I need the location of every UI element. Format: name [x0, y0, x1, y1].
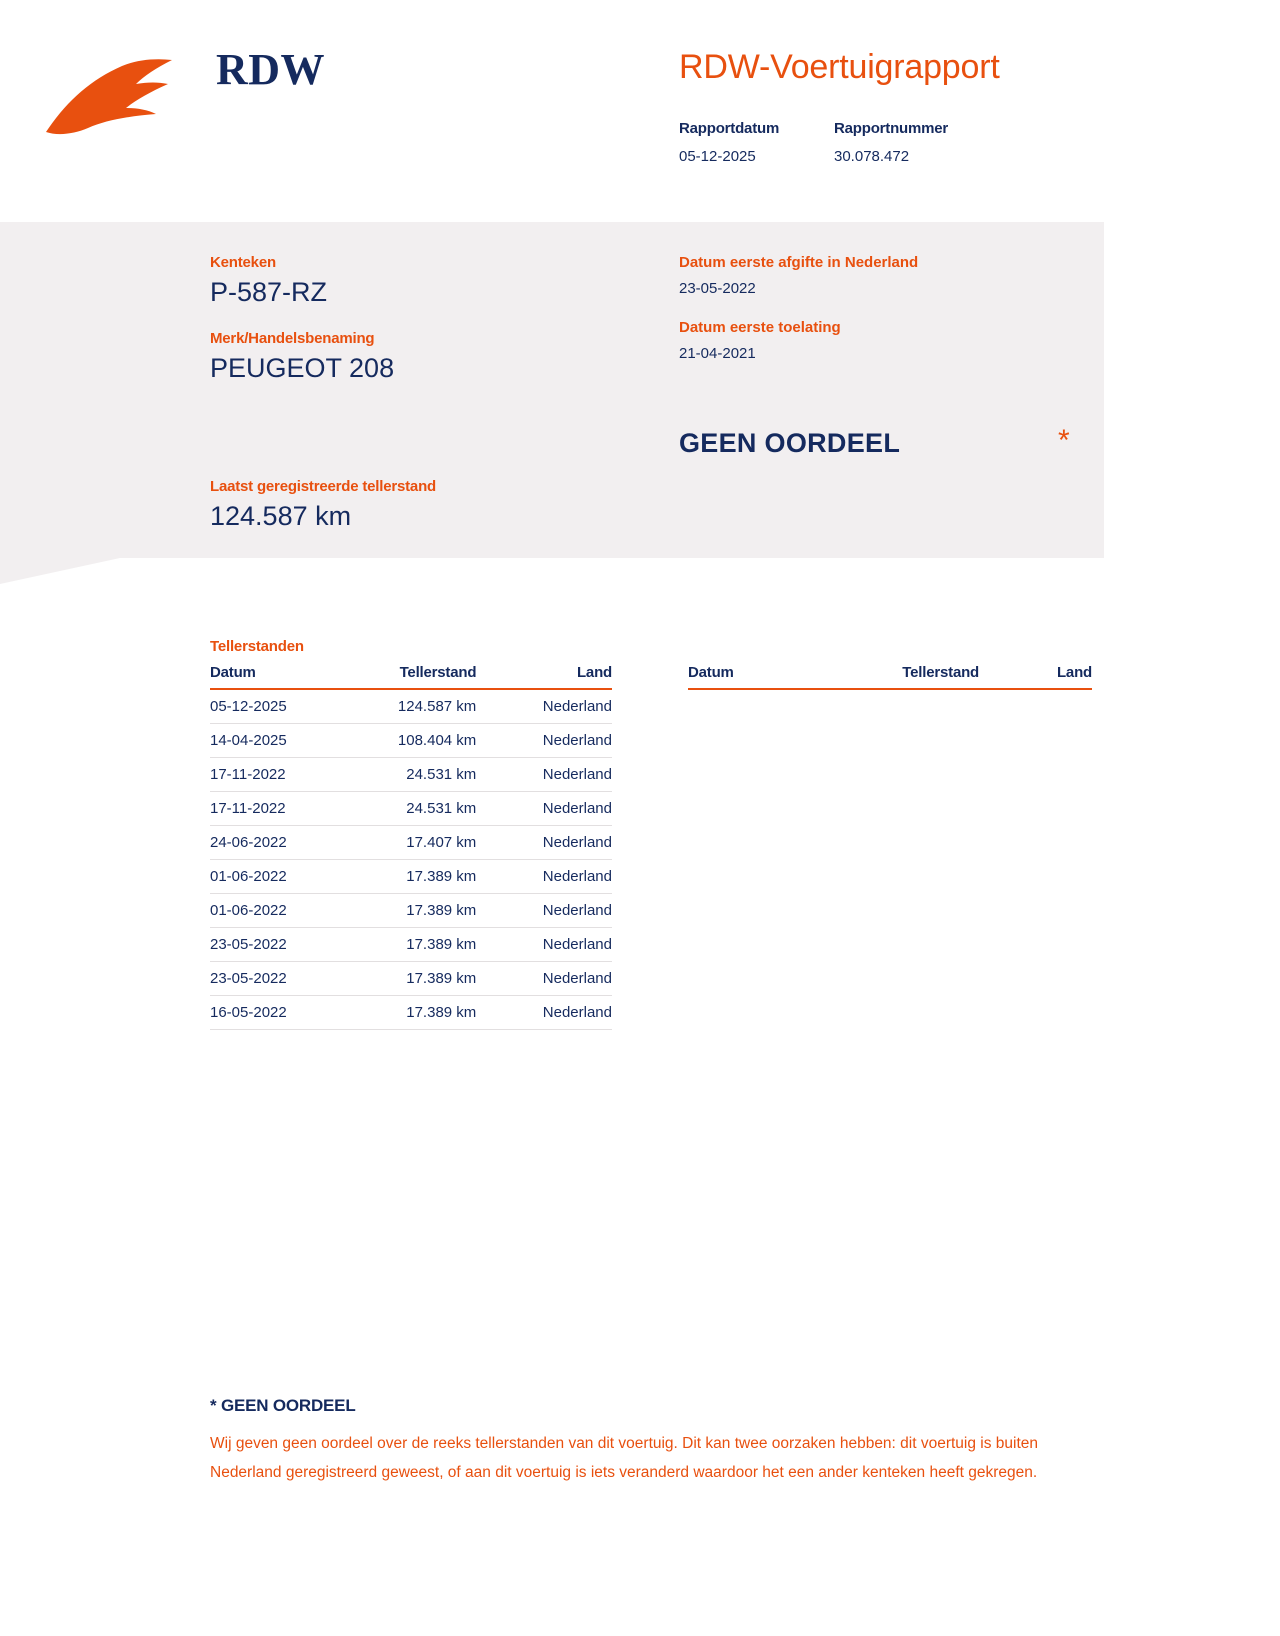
report-date-block	[679, 120, 834, 165]
last-mileage-label: Laatst geregistreerde tellerstand	[210, 478, 436, 495]
table-header-row	[210, 664, 612, 689]
report-meta	[679, 120, 989, 165]
column-header-tellerstand: Tellerstand	[345, 664, 518, 689]
licence-label: Kenteken	[210, 254, 276, 271]
cell-tellerstand: 17.389 km	[345, 894, 518, 928]
mileage-table-left-body	[210, 689, 612, 1030]
table-row	[210, 689, 612, 724]
cell-tellerstand: 17.389 km	[345, 962, 518, 996]
table-row	[210, 894, 612, 928]
verdict-badge: GEEN OORDEEL	[679, 428, 901, 458]
brand-label: Merk/Handelsbenaming	[210, 330, 375, 347]
footnote-body: Wij geven geen oordeel over de reeks tellerstanden van dit voertuig. Dit kan twee oorzaken hebben: dit voertuig is buiten Nederland geregistreerd geweest, of aan dit voertuig is iets veranderd waardoor het een ander kenteken heeft gekregen.	[210, 1435, 1039, 1481]
cell-land: Nederland	[518, 996, 612, 1030]
cell-land: Nederland	[518, 860, 612, 894]
footnote-section	[210, 1396, 1100, 1487]
column-header-datum: Datum	[688, 664, 781, 689]
table-row	[210, 826, 612, 860]
cell-tellerstand: 17.389 km	[345, 928, 518, 962]
report-number-label: Rapportnummer	[834, 120, 949, 137]
cell-tellerstand: 124.587 km	[345, 689, 518, 724]
cell-datum: 16-05-2022	[210, 996, 345, 1030]
first-issue-value: 23-05-2022	[679, 280, 756, 297]
verdict-footnote-marker: *	[1058, 424, 1070, 457]
last-mileage-value: 124.587 km	[210, 501, 352, 531]
report-date-label: Rapportdatum	[679, 120, 780, 137]
cell-land: Nederland	[518, 689, 612, 724]
cell-datum: 17-11-2022	[210, 792, 345, 826]
cell-datum: 14-04-2025	[210, 724, 345, 758]
table-row	[210, 860, 612, 894]
mileage-table-left	[210, 664, 612, 1030]
column-header-land: Land	[518, 664, 612, 689]
report-number-block	[834, 120, 989, 165]
cell-tellerstand: 24.531 km	[345, 758, 518, 792]
table-row	[210, 962, 612, 996]
cell-land: Nederland	[518, 758, 612, 792]
cell-tellerstand: 17.407 km	[345, 826, 518, 860]
summary-right-column	[679, 254, 1099, 384]
table-row	[210, 792, 612, 826]
first-admission-label: Datum eerste toelating	[679, 319, 841, 336]
rdw-wordmark: RDW	[216, 45, 326, 94]
brand-value: PEUGEOT 208	[210, 353, 395, 383]
first-issue-label: Datum eerste afgifte in Nederland	[679, 254, 919, 271]
cell-tellerstand: 108.404 km	[345, 724, 518, 758]
footnote-title: * GEEN OORDEEL	[210, 1396, 356, 1415]
report-header	[0, 0, 1280, 222]
cell-datum: 05-12-2025	[210, 689, 345, 724]
cell-datum: 23-05-2022	[210, 962, 345, 996]
page-title: RDW-Voertuigrapport	[679, 48, 1000, 86]
summary-mileage-block	[210, 478, 436, 554]
cell-land: Nederland	[518, 928, 612, 962]
cell-datum: 17-11-2022	[210, 758, 345, 792]
cell-datum: 23-05-2022	[210, 928, 345, 962]
table-header-row	[688, 664, 1092, 689]
report-number-value: 30.078.472	[834, 148, 910, 165]
mileage-table-title: Tellerstanden	[210, 638, 304, 655]
cell-land: Nederland	[518, 724, 612, 758]
cell-tellerstand: 24.531 km	[345, 792, 518, 826]
cell-datum: 01-06-2022	[210, 894, 345, 928]
cell-tellerstand: 17.389 km	[345, 860, 518, 894]
table-row	[210, 928, 612, 962]
column-header-land: Land	[1021, 664, 1092, 689]
cell-land: Nederland	[518, 962, 612, 996]
table-row	[210, 758, 612, 792]
report-date-value: 05-12-2025	[679, 148, 756, 165]
table-row	[210, 724, 612, 758]
mileage-table-right	[688, 664, 1092, 690]
column-header-tellerstand: Tellerstand	[781, 664, 1022, 689]
table-row	[210, 996, 612, 1030]
cell-datum: 24-06-2022	[210, 826, 345, 860]
licence-value: P-587-RZ	[210, 277, 328, 307]
cell-land: Nederland	[518, 792, 612, 826]
band-corner-notch	[0, 558, 120, 584]
rdw-swoosh-logo	[44, 58, 178, 136]
summary-left-column	[210, 254, 640, 406]
cell-land: Nederland	[518, 826, 612, 860]
column-header-datum: Datum	[210, 664, 345, 689]
cell-tellerstand: 17.389 km	[345, 996, 518, 1030]
cell-land: Nederland	[518, 894, 612, 928]
cell-datum: 01-06-2022	[210, 860, 345, 894]
first-admission-value: 21-04-2021	[679, 345, 756, 362]
